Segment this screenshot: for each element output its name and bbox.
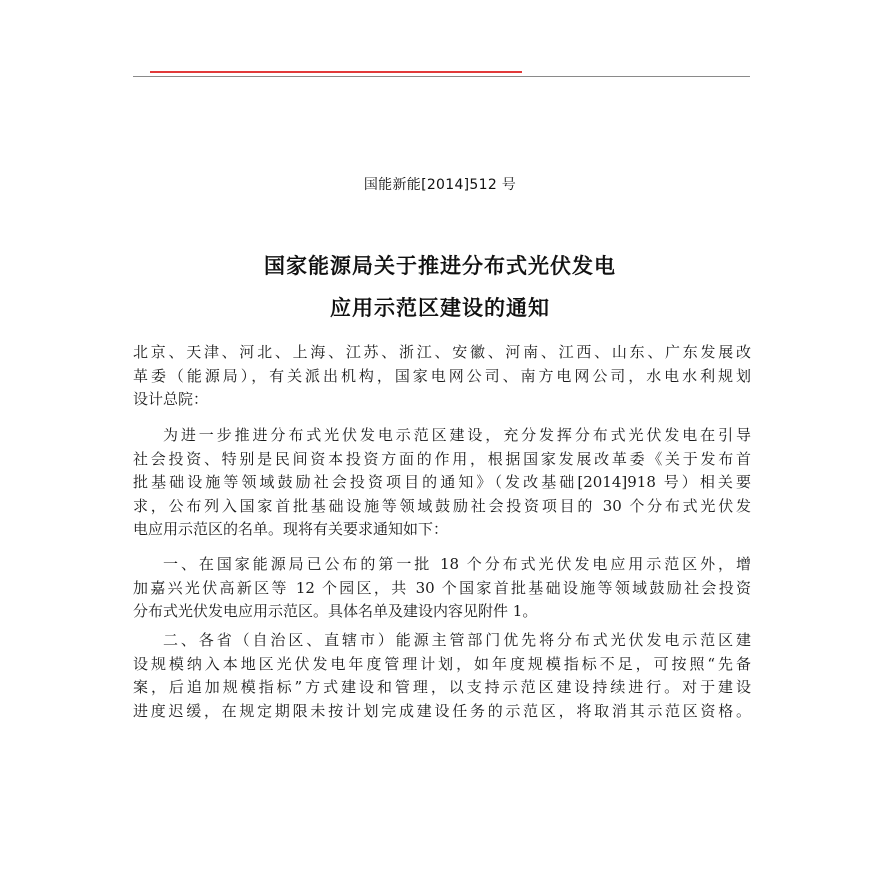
document-title-line-1: 国家能源局关于推进分布式光伏发电: [264, 254, 616, 278]
addressees-line: 设计总院：: [133, 390, 209, 408]
addressees-line: 北京、天津、河北、上海、江苏、浙江、安徽、河南、江西、山东、广东发展改: [133, 343, 751, 361]
header-red-rule: [150, 71, 522, 73]
paragraph-line: 二、各省（自治区、直辖市）能源主管部门优先将分布式光伏发电示范区建: [163, 631, 751, 649]
paragraph-line: 分布式光伏发电应用示范区。具体名单及建设内容见附件 1。: [133, 602, 538, 620]
paragraph-line: 为进一步推进分布式光伏发电示范区建设，充分发挥分布式光伏发电在引导: [163, 426, 751, 444]
paragraph-line: 电应用示范区的名单。现将有关要求通知如下：: [133, 520, 449, 538]
paragraph-item-2: [133, 629, 751, 723]
paragraph-line: 案，后追加规模指标”方式建设和管理，以支持示范区建设持续进行。对于建设: [133, 678, 751, 696]
header-divider: [133, 76, 750, 77]
paragraph-line: 批基础设施等领域鼓励社会投资项目的通知》（发改基础[2014]918 号）相关要: [133, 473, 751, 491]
paragraph-line: 社会投资、特别是民间资本投资方面的作用，根据国家发展改革委《关于发布首: [133, 449, 751, 468]
addressees: [133, 341, 751, 412]
document-number: 国能新能[2014]512 号: [363, 177, 517, 193]
paragraph-line: 加嘉兴光伏高新区等 12 个园区，共 30 个国家首批基础设施等领域鼓励社会投资: [133, 578, 751, 597]
addressees-line: 革委（能源局），有关派出机构，国家电网公司、南方电网公司，水电水利规划: [133, 366, 751, 385]
paragraph-line: 求，公布列入国家首批基础设施等领域鼓励社会投资项目的 30 个分布式光伏发: [133, 496, 751, 515]
paragraph-line: 一、在国家能源局已公布的第一批 18 个分布式光伏发电应用示范区外，增: [163, 555, 751, 573]
paragraph-item-1: [133, 553, 751, 624]
paragraph-line: 进度迟缓，在规定期限未按计划完成建设任务的示范区，将取消其示范区资格。: [133, 701, 751, 720]
document-title-line-2: 应用示范区建设的通知: [330, 296, 550, 320]
paragraph-line: 设规模纳入本地区光伏发电年度管理计划，如年度规模指标不足，可按照“先备: [133, 654, 751, 673]
paragraph-intro: [133, 424, 751, 542]
